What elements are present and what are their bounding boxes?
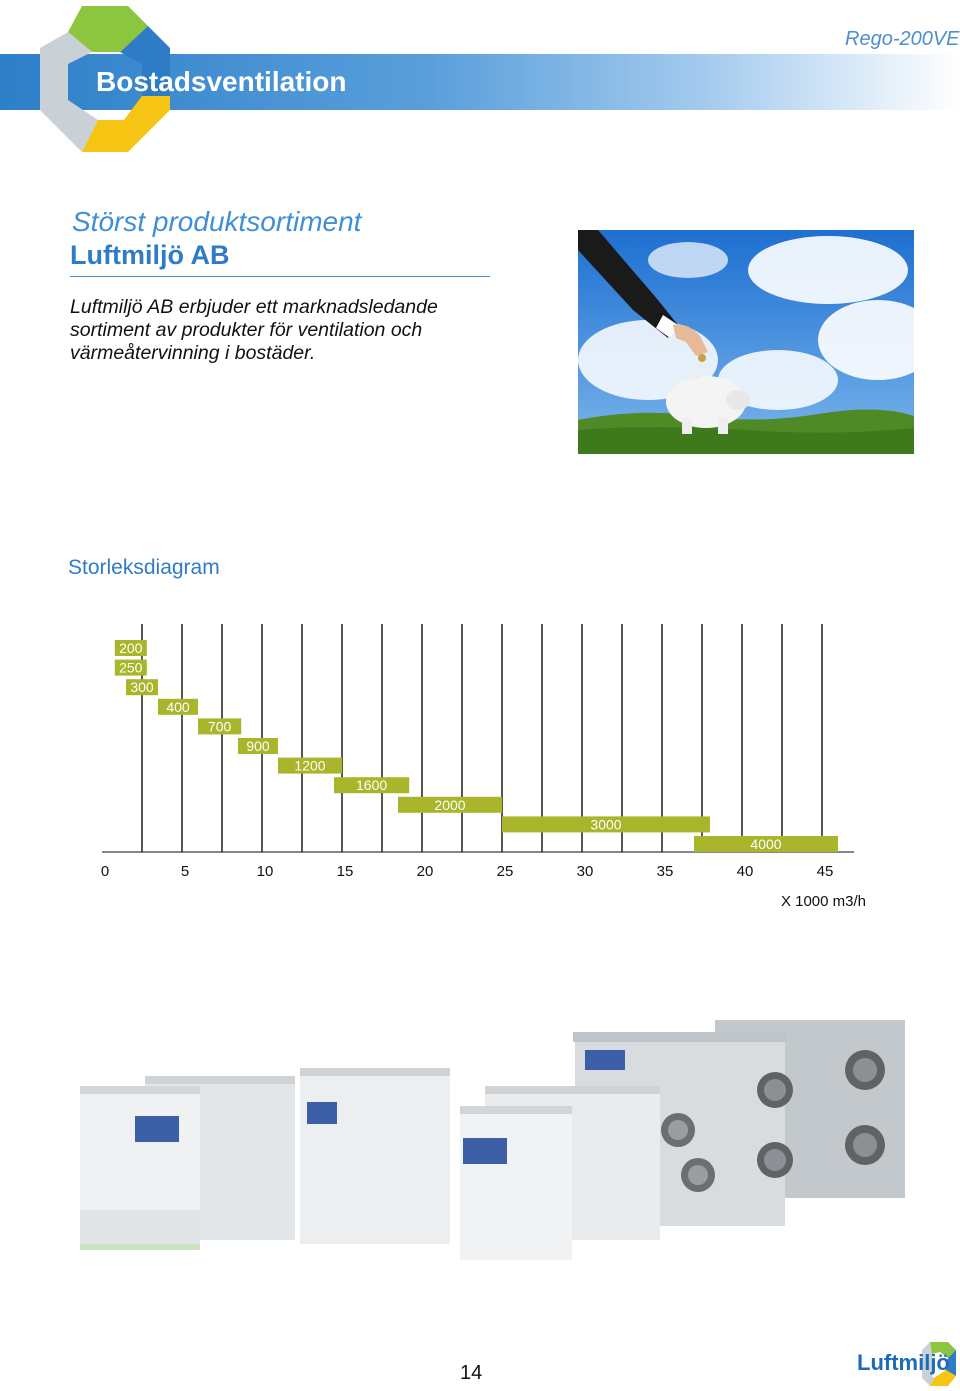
page-number: 14 (460, 1362, 483, 1384)
size-bar-label-1600: 1600 (356, 777, 388, 794)
x-tick-label: 30 (576, 863, 594, 880)
x-tick-label: 0 (100, 863, 110, 880)
size-bar-label-4000: 4000 (750, 836, 782, 852)
size-bar-label-400: 400 (166, 698, 190, 715)
x-tick-label: 10 (256, 863, 274, 880)
size-diagram-chart (90, 620, 890, 920)
size-bar-label-250: 250 (119, 659, 143, 676)
model-label: Rego-200VE (845, 28, 960, 50)
heading-divider (70, 276, 490, 277)
size-bar-label-900: 900 (246, 738, 270, 754)
x-tick-label: 20 (416, 863, 434, 880)
chart-title: Storleksdiagram (68, 556, 220, 579)
size-bar-label-700: 700 (207, 718, 232, 735)
x-tick-label: 5 (180, 863, 190, 880)
section-heading-italic: Störst produktsortiment (72, 206, 362, 237)
x-tick-label: 40 (736, 863, 754, 880)
intro-paragraph: Luftmiljö AB erbjuder ett marknadsledande sortiment av produkter för ventilation och värmeåtervinning i bostäder. (70, 296, 438, 364)
piggy-bank-photo (578, 230, 914, 454)
section-heading-company: Luftmiljö AB (70, 240, 230, 270)
x-tick-label: 45 (816, 863, 834, 880)
page-title: Bostadsventilation (96, 66, 347, 97)
x-tick-label: 15 (336, 863, 354, 880)
size-bar-label-2000: 2000 (434, 796, 466, 813)
size-bar-label-1200: 1200 (294, 757, 326, 774)
size-bar-label-300: 300 (130, 679, 154, 696)
footer-logo-text: Luftmiljö (857, 1350, 950, 1375)
ventilation-units-illustration (75, 1010, 915, 1270)
size-bar-label-3000: 3000 (590, 816, 622, 833)
size-bar-label-200: 200 (119, 640, 143, 656)
x-tick-label: 25 (496, 863, 514, 880)
x-axis-label: X 1000 m3/h (780, 893, 866, 910)
x-tick-label: 35 (656, 863, 674, 880)
